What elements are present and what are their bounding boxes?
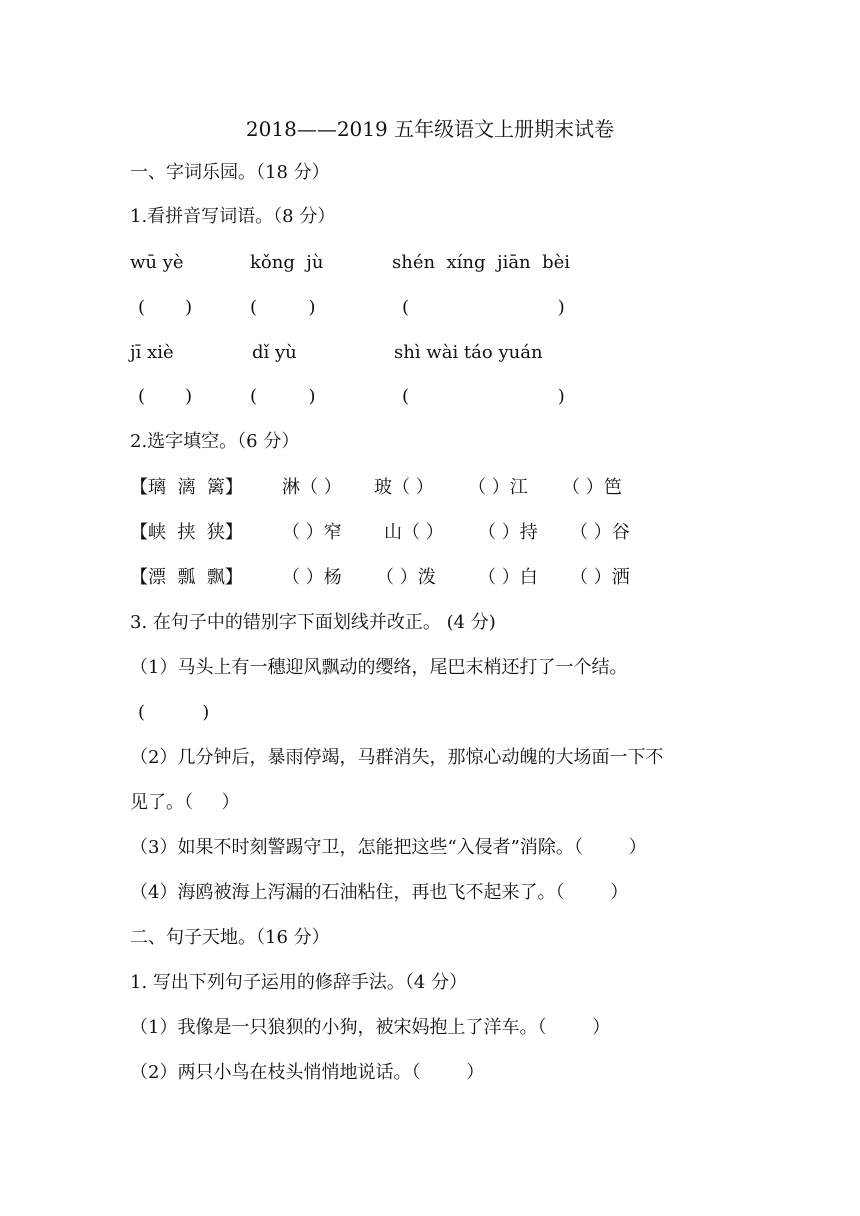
answer-blank[interactable]: ( ) — [138, 386, 193, 407]
pinyin-kongju: kǒng jù — [250, 252, 324, 273]
q2-heading: 2.选字填空。（6 分） — [130, 431, 300, 452]
pinyin-row-2 — [130, 341, 730, 365]
answer-blank[interactable]: ( ) — [250, 297, 316, 318]
q3-item-4: （4）海鸥被海上泻漏的石油粘住，再也飞不起来了。（ ） — [130, 882, 629, 903]
q1-heading: 1.看拼音写词语。（8 分） — [130, 206, 336, 227]
char-group: 【峡 挟 狭】 — [130, 522, 243, 543]
section1-heading: 一、字词乐园。（18 分） — [130, 162, 330, 183]
q3-item-2-line-2: 见了。（ ） — [130, 792, 240, 813]
fill-item[interactable]: （ ）持 — [478, 522, 538, 543]
pinyin-shiwaitaoyuan: shì wài táo yuán — [394, 342, 543, 363]
pinyin-jixie: jī xiè — [130, 342, 174, 363]
fill-item[interactable]: 淋（ ） — [282, 477, 342, 498]
exam-title: 2018——2019 五年级语文上册期末试卷 — [245, 117, 615, 141]
fill-item[interactable]: （ ）窄 — [282, 522, 342, 543]
q3-item-2-line-1: （2）几分钟后，暴雨停竭，马群消失，那惊心动魄的大场面一下不 — [130, 747, 664, 768]
char-group: 【漂 瓢 飘】 — [130, 567, 243, 588]
choice-row-1 — [130, 476, 730, 500]
s2-q1-item-2: （2）两只小鸟在枝头悄悄地说话。（ ） — [130, 1062, 485, 1083]
blank-row-2 — [130, 385, 730, 409]
fill-item[interactable]: （ ）洒 — [570, 567, 630, 588]
answer-blank[interactable]: ( ) — [138, 297, 193, 318]
s2-q1-heading: 1. 写出下列句子运用的修辞手法。（4 分） — [130, 972, 468, 993]
fill-item[interactable]: （ ）谷 — [570, 522, 630, 543]
pinyin-row-1 — [130, 251, 730, 275]
pinyin-wuye: wū yè — [130, 252, 184, 273]
fill-item[interactable]: （ ）江 — [468, 477, 528, 498]
char-group: 【璃 漓 篱】 — [130, 477, 243, 498]
fill-item[interactable]: 玻（ ） — [374, 477, 434, 498]
answer-blank[interactable]: ( ) — [402, 386, 565, 407]
fill-item[interactable]: （ ）泼 — [376, 567, 436, 588]
choice-row-2 — [130, 521, 730, 545]
answer-blank[interactable]: ( ) — [138, 702, 210, 723]
fill-item[interactable]: （ ）白 — [478, 567, 538, 588]
pinyin-shenxingjianbei: shén xíng jiān bèi — [392, 252, 571, 273]
q3-item-3: （3）如果不时刻警踢守卫，怎能把这些“入侵者”消除。（ ） — [130, 837, 647, 858]
answer-blank[interactable]: ( ) — [250, 386, 316, 407]
q3-heading: 3. 在句子中的错别字下面划线并改正。 (4 分) — [130, 612, 496, 633]
answer-blank[interactable]: ( ) — [402, 297, 565, 318]
fill-item[interactable]: （ ）杨 — [282, 567, 342, 588]
section2-heading: 二、句子天地。（16 分） — [130, 927, 330, 948]
choice-row-3 — [130, 566, 730, 590]
fill-item[interactable]: 山（ ） — [384, 522, 444, 543]
pinyin-diyu: dǐ yù — [252, 342, 297, 363]
q3-item-1: （1）马头上有一穗迎风飘动的缨络，尾巴末梢还打了一个结。 — [130, 657, 628, 678]
blank-row-1 — [130, 296, 730, 320]
s2-q1-item-1: （1）我像是一只狼狈的小狗，被宋妈抱上了洋车。（ ） — [130, 1017, 611, 1038]
fill-item[interactable]: （ ）笆 — [562, 477, 622, 498]
